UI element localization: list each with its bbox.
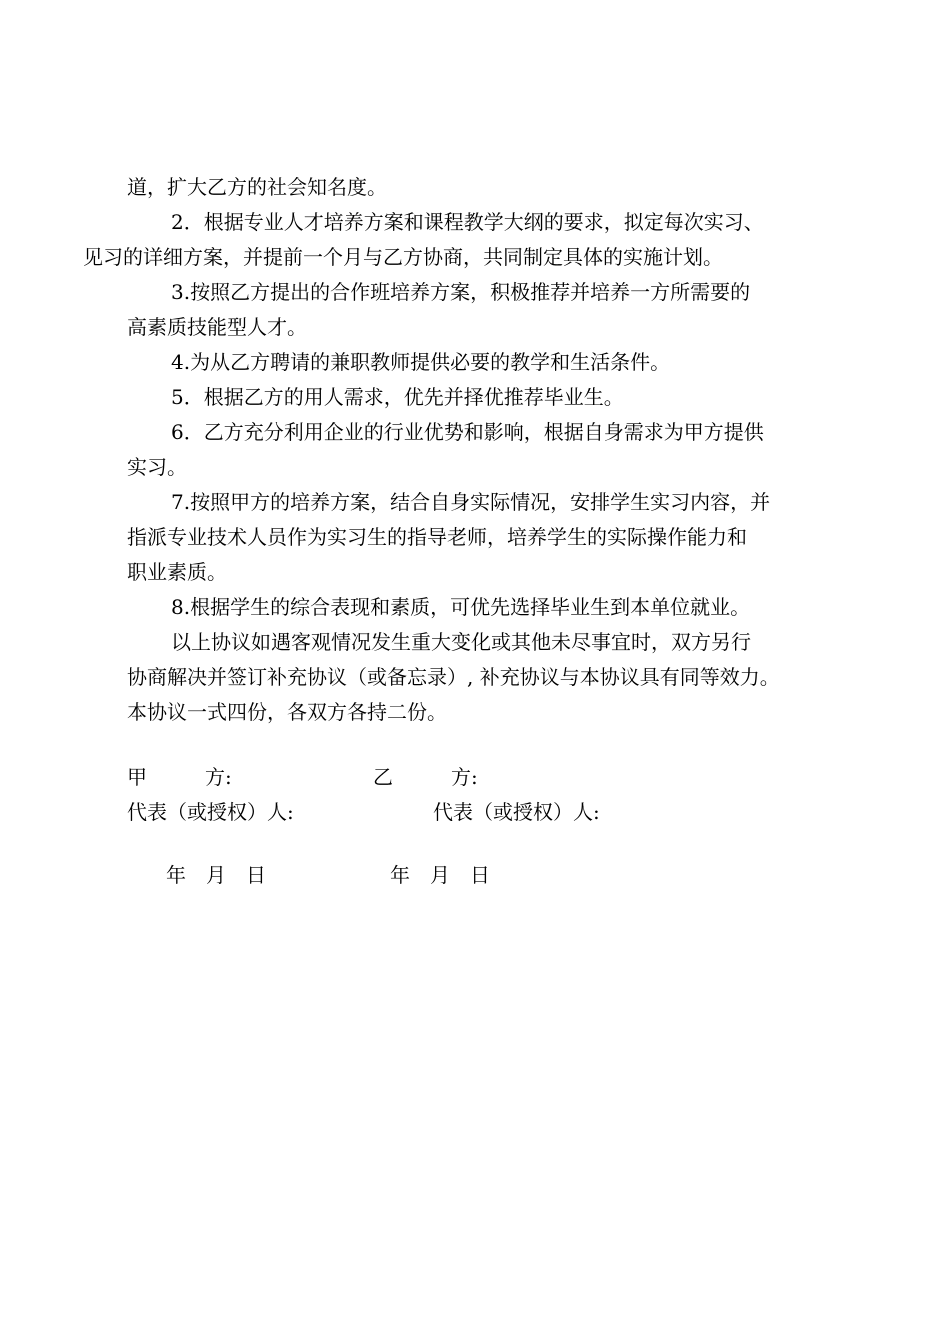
date-day: 日	[246, 863, 266, 887]
paragraph-line: 实习。	[127, 455, 187, 479]
paragraph-line: 5．根据乙方的用人需求，优先并择优推荐毕业生。	[171, 385, 624, 409]
paragraph-line: 指派专业技术人员作为实习生的指导老师，培养学生的实际操作能力和	[127, 525, 747, 549]
paragraph-line: 职业素质。	[127, 560, 227, 584]
party-b-label	[373, 762, 478, 792]
paragraph-line: 本协议一式四份，各双方各持二份。	[127, 700, 447, 724]
party-a-date	[166, 860, 266, 890]
paragraph-clause-6	[127, 415, 827, 485]
paragraph-line: 协商解决并签订补充协议（或备忘录）, 补充协议与本协议具有同等效力。	[127, 665, 780, 689]
date-year: 年	[390, 863, 410, 887]
paragraph-clause-4	[127, 345, 827, 380]
paragraph-line: 道，扩大乙方的社会知名度。	[127, 175, 387, 199]
paragraph-line: 高素质技能型人才。	[127, 315, 307, 339]
paragraph-clause-2	[83, 205, 827, 275]
paragraph-closing	[127, 625, 827, 730]
paragraph-line: 2．根据专业人才培养方案和课程教学大纲的要求，拟定每次实习、	[171, 210, 764, 234]
paragraph-line: 3.按照乙方提出的合作班培养方案，积极推荐并培养一方所需要的	[171, 280, 751, 304]
date-month: 月	[430, 863, 450, 887]
paragraph-line: 8.根据学生的综合表现和素质，可优先选择毕业生到本单位就业。	[171, 595, 751, 619]
paragraph-clause-3	[127, 275, 827, 345]
paragraph-clause-8	[127, 590, 827, 625]
party-a-char1: 甲	[127, 765, 147, 789]
party-a-label	[127, 762, 232, 792]
paragraph-0	[127, 170, 827, 205]
paragraph-clause-7	[127, 485, 827, 590]
party-b-date	[390, 860, 490, 890]
paragraph-line: 以上协议如遇客观情况发生重大变化或其他未尽事宜时，双方另行	[171, 630, 751, 654]
paragraph-line: 6．乙方充分利用企业的行业优势和影响，根据自身需求为甲方提供	[171, 420, 764, 444]
date-month: 月	[206, 863, 226, 887]
paragraph-line: 4.为从乙方聘请的兼职教师提供必要的教学和生活条件。	[171, 350, 671, 374]
party-a-char2: 方:	[205, 765, 232, 789]
party-a-representative: 代表（或授权）人:	[127, 800, 294, 824]
party-b-char1: 乙	[373, 765, 393, 789]
party-b-representative: 代表（或授权）人:	[433, 800, 600, 824]
paragraph-clause-5	[127, 380, 827, 415]
party-b-char2: 方:	[451, 765, 478, 789]
date-year: 年	[166, 863, 186, 887]
date-day: 日	[470, 863, 490, 887]
paragraph-line: 见习的详细方案，并提前一个月与乙方协商，共同制定具体的实施计划。	[83, 245, 723, 269]
paragraph-line: 7.按照甲方的培养方案，结合自身实际情况，安排学生实习内容，并	[171, 490, 771, 514]
agreement-body	[83, 170, 827, 730]
